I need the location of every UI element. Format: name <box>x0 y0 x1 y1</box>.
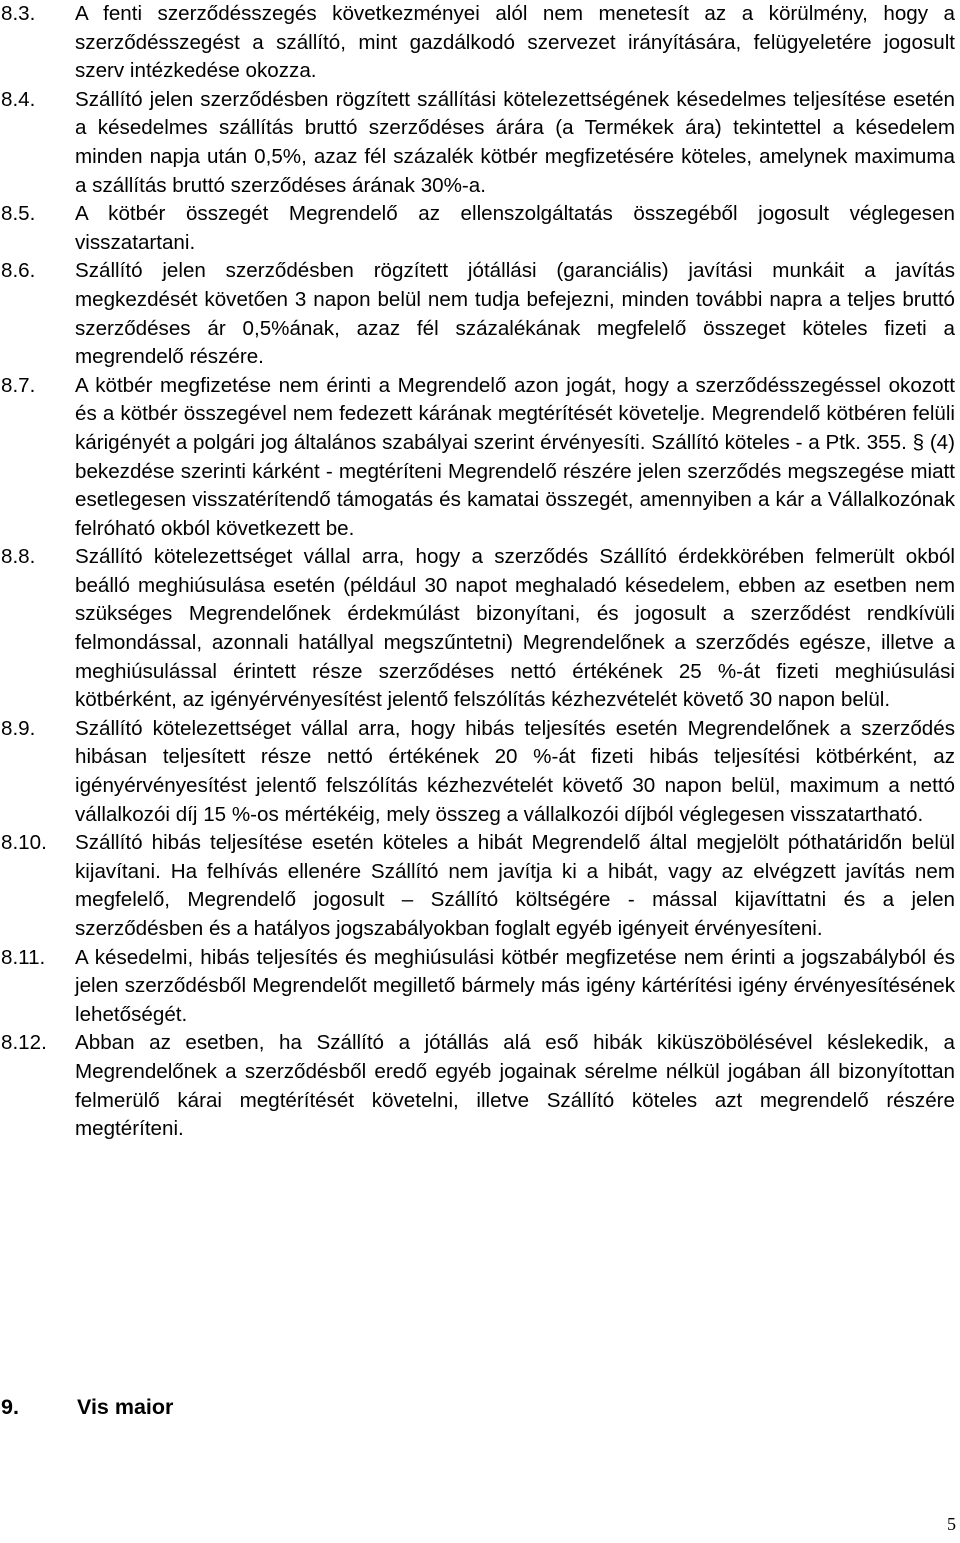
clause-text: Szállító kötelezettséget vállal arra, hogy a szerződés Szállító érdekkörében felmerült okból beálló meghiúsulása esetén (például 30 napot meghaladó késedelem, ebben az esetben nem szükséges Megrendelőnek érdekmúlást bizonyítani, és jogosult a szerződést rendkívüli felmondással, azonnali hatállyal megszűntetni) Megrendelőnek a szerződés egésze, illetve a meghiúsulással érintett része szerződéses nettó értékének 25 %-át fizeti meghiúsulási kötbérként, az igényérvényesítést jelentő felszólítás kézhezvételét követő 30 napon belül. <box>75 545 955 712</box>
clause-8-5 <box>0 200 955 257</box>
page-number: 5 <box>947 1514 956 1534</box>
clause-8-10 <box>0 829 955 943</box>
clause-text: A késedelmi, hibás teljesítés és meghiúsulási kötbér megfizetése nem érinti a jogszabályból és jelen szerződésből Megrendelőt megillető bármely más igény kártérítési igény érvényesítésének lehetőségét. <box>75 945 955 1026</box>
clause-number: 8.11. <box>1 945 46 969</box>
clause-8-9 <box>0 715 955 829</box>
clause-number: 8.10. <box>1 831 47 855</box>
clause-text: Abban az esetben, ha Szállító a jótállás alá eső hibák kiküszöbölésével késlekedik, a Megrendelőnek a szerződésből eredő egyéb jogainak sérelme nélkül jogában áll bizonyítottan felmerülő kárai megtérítését követelni, illetve Szállító köteles azt megrendelő részére megtéríteni. <box>75 1031 955 1141</box>
clause-number: 8.9. <box>1 716 36 740</box>
clause-8-7 <box>0 372 955 544</box>
clause-text: A fenti szerződésszegés következményei alól nem menetesít az a körülmény, hogy a szerződésszegést a szállító, mint gazdálkodó szervezet irányítására, felügyeletére jogosult szerv intézkedése okozza. <box>75 2 955 83</box>
clause-8-4 <box>0 86 955 200</box>
clause-8-6 <box>0 257 955 371</box>
clause-number: 8.3. <box>1 2 36 25</box>
clause-number: 8.8. <box>1 545 36 569</box>
clause-number: 8.4. <box>1 87 36 111</box>
clause-text: Szállító jelen szerződésben rögzített szállítási kötelezettségének késedelmes teljesítése esetén a késedelmes szállítás bruttó szerződéses árára (a Termékek ára) tekintettel a késedelem minden napja után 0,5%, azaz fél százalék kötbér megfizetésére köteles, amelynek maximuma a szállítás bruttó szerződéses árának 30%-a. <box>75 87 955 197</box>
section-number: 9. <box>1 1395 19 1419</box>
clause-text: A kötbér összegét Megrendelő az ellenszolgáltatás összegéből jogosult véglegesen visszatartani. <box>75 202 955 254</box>
clause-text: Szállító jelen szerződésben rögzített jótállási (garanciális) javítási munkáit a javítás megkezdését követően 3 napon belül nem tudja befejezni, minden további napra a teljes bruttó szerződéses ár 0,5%ának, azaz fél százalékának megfelelő összeget köteles fizeti a megrendelő részére. <box>75 259 955 369</box>
clause-8-3 <box>0 0 955 86</box>
clause-8-12 <box>0 1029 955 1143</box>
clause-8-11 <box>0 944 955 1030</box>
clause-text: A kötbér megfizetése nem érinti a Megrendelő azon jogát, hogy a szerződésszegéssel okozott és a kötbér összegével nem fedezett kárának megtérítését követelje. Megrendelő kötbéren felüli kárigényét a polgári jog általános szabályai szerint érvényesíti. Szállító köteles - a Ptk. 355. § (4) bekezdése szerinti kárként - megtéríteni Megrendelő részére jelen szerződés megszegése miatt esetlegesen visszatérítendő támogatás és kamatai összegét, amennyiben a kár a Vállalkozónak felróható okból következett be. <box>75 373 955 540</box>
clause-number: 8.12. <box>1 1031 47 1055</box>
clause-8-8 <box>0 543 955 715</box>
clause-number: 8.6. <box>1 259 36 283</box>
clause-text: Szállító kötelezettséget vállal arra, hogy hibás teljesítés esetén Megrendelőnek a szerződés hibásan teljesített része nettó értékének 20 %-át fizeti hibás teljesítési kötbérként, az igényérvényesítést jelentő felszólítás kézhezvételét követő 30 napon belül, maximum a nettó vállalkozói díj 15 %-os mértékéig, mely összeg a vállalkozói díjból véglegesen visszatartható. <box>75 716 955 826</box>
clause-number: 8.5. <box>1 202 36 226</box>
section-title: Vis maior <box>77 1395 174 1419</box>
clause-text: Szállító hibás teljesítése esetén köteles a hibát Megrendelő által megjelölt póthatáridőn belül kijavítani. Ha felhívás ellenére Szállító nem javítja ki a hibát, vagy az elvégzett javítás nem megfelelő, Megrendelő jogosult – Szállító költségére - mással kijavíttatni és a jelen szerződésben és a hatályos jogszabályokban foglalt egyéb igényeit érvényesíteni. <box>75 831 955 940</box>
clause-number: 8.7. <box>1 373 36 397</box>
